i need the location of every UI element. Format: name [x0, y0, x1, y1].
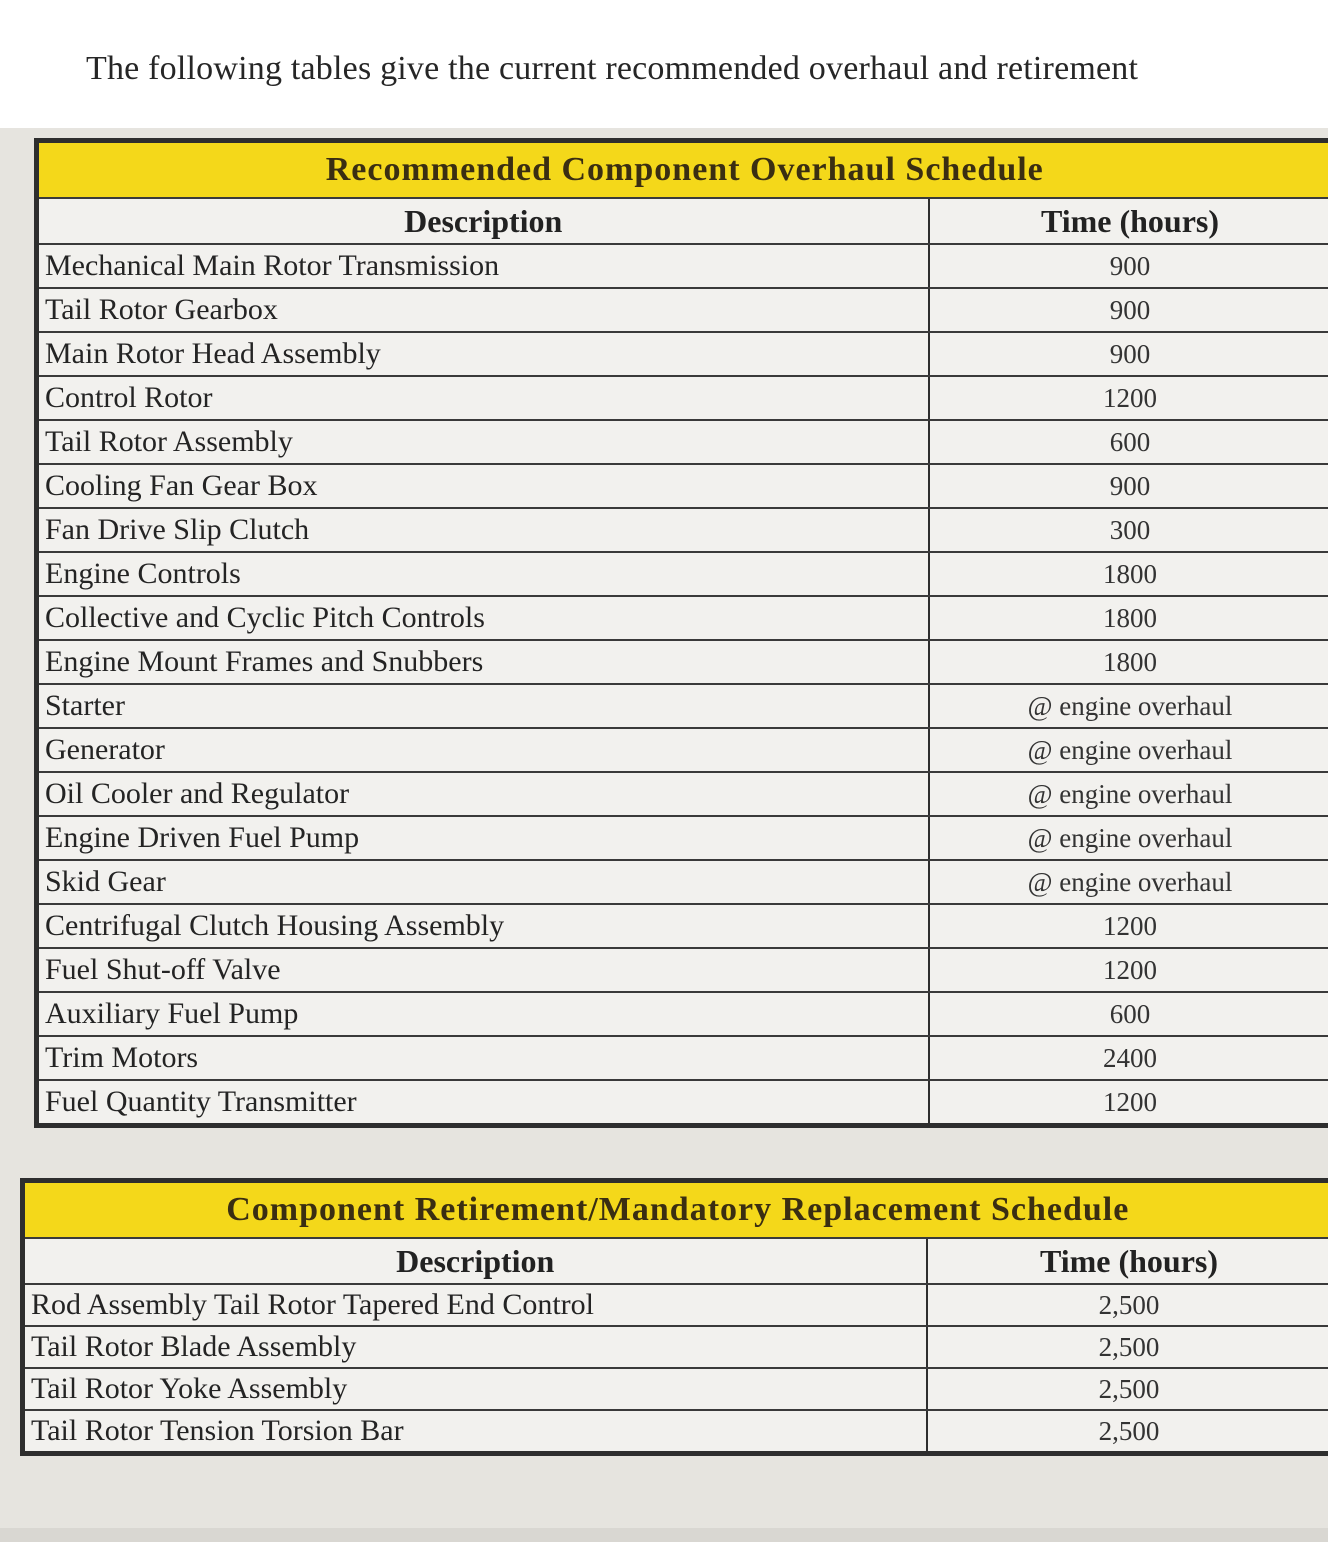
intro-text: The following tables give the current recommended overhaul and retirement: [86, 50, 1139, 87]
overhaul-row-time: 1200: [929, 948, 1328, 992]
overhaul-row-description: Trim Motors: [37, 1036, 929, 1080]
overhaul-row-description: Starter: [37, 684, 929, 728]
overhaul-row-description: Fuel Quantity Transmitter: [37, 1080, 929, 1126]
overhaul-row-time: @ engine overhaul: [929, 816, 1328, 860]
overhaul-row-time: 1800: [929, 596, 1328, 640]
retirement-table-row: [23, 1368, 1328, 1410]
overhaul-row-time: @ engine overhaul: [929, 772, 1328, 816]
overhaul-row-time: @ engine overhaul: [929, 728, 1328, 772]
retirement-header-description: Description: [23, 1238, 927, 1284]
overhaul-row-description: Fuel Shut-off Valve: [37, 948, 929, 992]
overhaul-row-time: 1800: [929, 640, 1328, 684]
overhaul-table-row: [37, 508, 1328, 552]
overhaul-table-title: Recommended Component Overhaul Schedule: [37, 141, 1328, 199]
overhaul-row-description: Engine Mount Frames and Snubbers: [37, 640, 929, 684]
overhaul-row-description: Main Rotor Head Assembly: [37, 332, 929, 376]
retirement-row-time: 2,500: [927, 1326, 1328, 1368]
overhaul-table-row: [37, 992, 1328, 1036]
overhaul-table-row: [37, 772, 1328, 816]
overhaul-row-time: 600: [929, 420, 1328, 464]
overhaul-table-row: [37, 1036, 1328, 1080]
retirement-row-description: Rod Assembly Tail Rotor Tapered End Control: [23, 1284, 927, 1326]
retirement-table-title: Component Retirement/Mandatory Replacement Schedule: [23, 1181, 1328, 1239]
overhaul-row-description: Skid Gear: [37, 860, 929, 904]
retirement-row-time: 2,500: [927, 1410, 1328, 1454]
overhaul-row-time: 600: [929, 992, 1328, 1036]
overhaul-row-description: Auxiliary Fuel Pump: [37, 992, 929, 1036]
overhaul-table-row: [37, 420, 1328, 464]
overhaul-row-description: Cooling Fan Gear Box: [37, 464, 929, 508]
overhaul-row-time: 1800: [929, 552, 1328, 596]
overhaul-table-row: [37, 948, 1328, 992]
overhaul-table-row: [37, 640, 1328, 684]
overhaul-table-row: [37, 596, 1328, 640]
overhaul-row-time: 900: [929, 288, 1328, 332]
overhaul-row-time: 300: [929, 508, 1328, 552]
overhaul-row-time: 1200: [929, 904, 1328, 948]
overhaul-row-description: Tail Rotor Assembly: [37, 420, 929, 464]
retirement-header-time: Time (hours): [927, 1238, 1328, 1284]
retirement-table-row: [23, 1284, 1328, 1326]
overhaul-row-description: Fan Drive Slip Clutch: [37, 508, 929, 552]
overhaul-table-row: [37, 816, 1328, 860]
overhaul-table-row: [37, 332, 1328, 376]
overhaul-row-time: @ engine overhaul: [929, 684, 1328, 728]
retirement-table-body: [23, 1284, 1328, 1454]
overhaul-header-time: Time (hours): [929, 198, 1328, 244]
overhaul-row-time: 900: [929, 332, 1328, 376]
overhaul-table-row: [37, 904, 1328, 948]
overhaul-row-description: Control Rotor: [37, 376, 929, 420]
overhaul-schedule-table: [34, 138, 1328, 1128]
retirement-row-time: 2,500: [927, 1284, 1328, 1326]
overhaul-row-description: Mechanical Main Rotor Transmission: [37, 244, 929, 288]
overhaul-table-row: [37, 728, 1328, 772]
overhaul-row-description: Generator: [37, 728, 929, 772]
overhaul-table-row: [37, 860, 1328, 904]
retirement-row-description: Tail Rotor Yoke Assembly: [23, 1368, 927, 1410]
retirement-row-time: 2,500: [927, 1368, 1328, 1410]
overhaul-table-row: [37, 684, 1328, 728]
retirement-row-description: Tail Rotor Tension Torsion Bar: [23, 1410, 927, 1454]
overhaul-table-row: [37, 288, 1328, 332]
overhaul-row-description: Tail Rotor Gearbox: [37, 288, 929, 332]
retirement-table-row: [23, 1326, 1328, 1368]
overhaul-table-row: [37, 552, 1328, 596]
overhaul-row-time: @ engine overhaul: [929, 860, 1328, 904]
overhaul-table-body: [37, 244, 1328, 1126]
overhaul-table-row: [37, 376, 1328, 420]
overhaul-header-description: Description: [37, 198, 929, 244]
overhaul-row-description: Oil Cooler and Regulator: [37, 772, 929, 816]
retirement-schedule-table: [20, 1178, 1328, 1456]
retirement-table-row: [23, 1410, 1328, 1454]
overhaul-row-time: 1200: [929, 1080, 1328, 1126]
overhaul-row-time: 1200: [929, 376, 1328, 420]
overhaul-row-description: Centrifugal Clutch Housing Assembly: [37, 904, 929, 948]
overhaul-table-row: [37, 1080, 1328, 1126]
overhaul-row-time: 2400: [929, 1036, 1328, 1080]
overhaul-row-time: 900: [929, 244, 1328, 288]
overhaul-row-description: Engine Controls: [37, 552, 929, 596]
retirement-row-description: Tail Rotor Blade Assembly: [23, 1326, 927, 1368]
overhaul-row-description: Engine Driven Fuel Pump: [37, 816, 929, 860]
overhaul-row-description: Collective and Cyclic Pitch Controls: [37, 596, 929, 640]
page-bottom-band: [0, 1528, 1328, 1542]
overhaul-row-time: 900: [929, 464, 1328, 508]
overhaul-table-row: [37, 244, 1328, 288]
overhaul-table-row: [37, 464, 1328, 508]
